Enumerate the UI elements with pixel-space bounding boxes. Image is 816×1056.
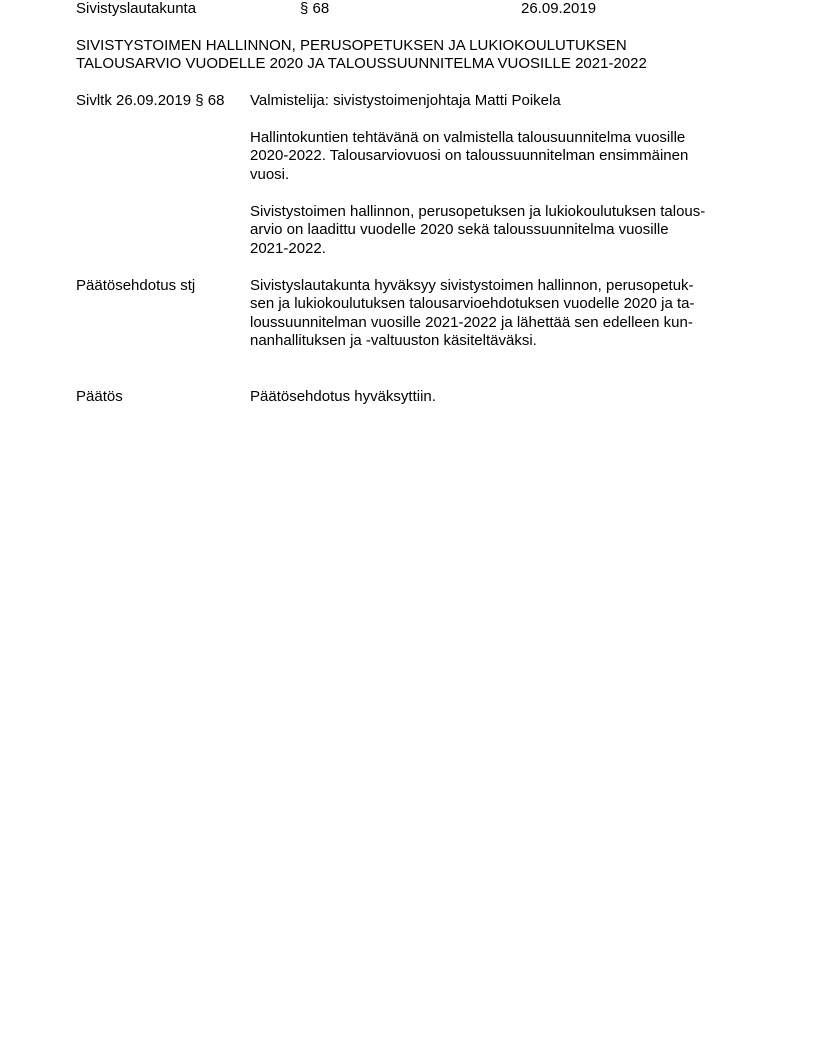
document-title	[76, 37, 647, 73]
text-line: Päätösehdotus hyväksyttiin.	[250, 388, 436, 405]
title-line: TALOUSARVIO VUODELLE 2020 JA TALOUSSUUNNITELMA VUOSILLE 2021-2022	[76, 55, 647, 72]
title-line: SIVISTYSTOIMEN HALLINNON, PERUSOPETUKSEN JA LUKIOKOULUTUKSEN	[76, 37, 627, 54]
header-section-number: § 68	[300, 0, 330, 17]
paragraph	[250, 388, 750, 406]
text-line: vuosi.	[250, 165, 290, 183]
text-line: Sivistyslautakunta hyväksyy sivistystoimen hallinnon, perusopetuk-	[250, 277, 694, 294]
header-committee: Sivistyslautakunta	[76, 0, 197, 17]
text-line: Sivistystoimen hallinnon, perusopetuksen ja lukiokoulutuksen talous-	[250, 203, 706, 220]
text-line: sen ja lukiokoulutuksen talousarvioehdotuksen vuodelle 2020 ja ta-	[250, 295, 695, 313]
text-line: 2020-2022. Talousarviovuosi on taloussuunnitelman ensimmäinen	[250, 147, 689, 165]
header-date: 26.09.2019	[521, 0, 597, 17]
text-line: arvio on laadittu vuodelle 2020 sekä taloussuunnitelma vuosille	[250, 221, 669, 239]
section-label-decision: Päätös	[76, 388, 123, 405]
section-label-proposal: Päätösehdotus stj	[76, 277, 196, 294]
section-preparation-text	[250, 92, 750, 110]
section-label-preparation: Sivltk 26.09.2019 § 68	[76, 92, 225, 109]
text-line: 2021-2022.	[250, 239, 326, 257]
text-line: loussuunnitelman vuosille 2021-2022 ja lähettää sen edelleen kun-	[250, 313, 693, 331]
paragraph	[250, 129, 750, 184]
paragraph	[250, 277, 750, 351]
text-line: nanhallituksen ja -valtuuston käsiteltäväksi.	[250, 332, 537, 350]
paragraph	[250, 203, 750, 258]
text-line: Hallintokuntien tehtävänä on valmistella talousuunnitelma vuosille	[250, 129, 686, 146]
text-line: Valmistelija: sivistystoimenjohtaja Matti Poikela	[250, 92, 561, 109]
